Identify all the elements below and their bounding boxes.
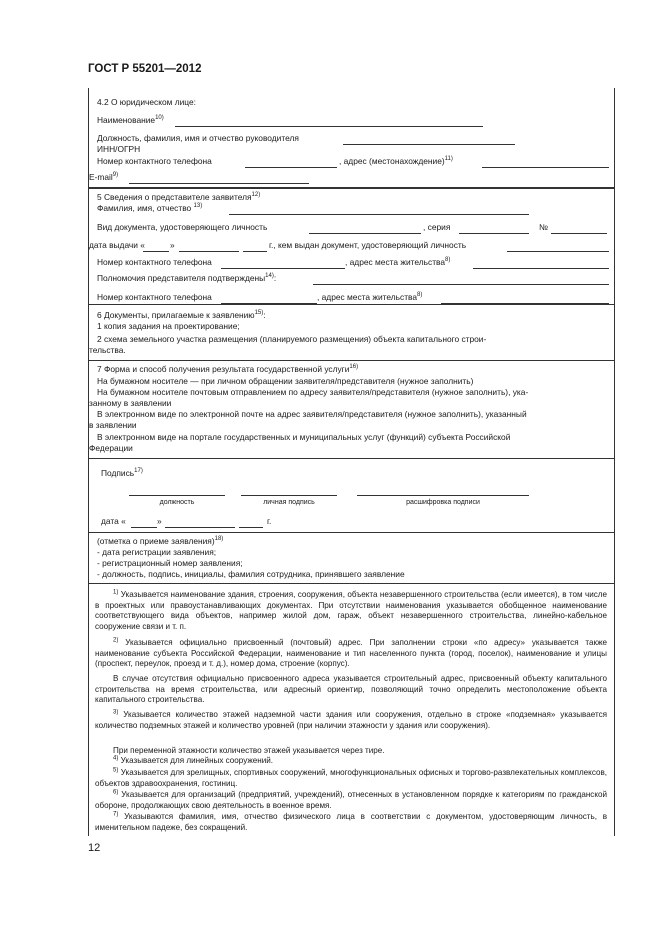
issued-quote: » [170, 240, 175, 250]
delivery-opt-2-cont: занному в заявлении [89, 398, 172, 408]
inn-label: ИНН/ОГРН [97, 144, 141, 154]
delivery-opt-4-cont: Федерации [89, 443, 133, 453]
rep-phone2-label: Номер контактного телефона [97, 292, 212, 302]
footnote-2: $^{2)}$ Указывается официально присвоенный (почтовый) адрес. При заполнении строки «по адресу» указывается также наименование субъекта Российской Федерации, наименование и тип населенного пункта (город, поселок), наименование и улицы (проспект, переулок, проезд и т. д.), номер дома, строение (корпус). [95, 637, 607, 669]
footnote-3: $^{3)}$ Указывается количество этажей надземной части здания или сооружения, отдельно в строке «подземная» указывается количество подземных этажей и количество уровней (при наличии этажности у здания или сооружения). [95, 709, 607, 730]
phone-label: Номер контактного телефона [97, 156, 212, 166]
powers-field[interactable] [313, 284, 609, 285]
sign-year-field[interactable] [239, 527, 263, 528]
decode-field[interactable] [357, 495, 529, 496]
footnote-4: $^{4)}$ Указывается для линейных сооружений. [113, 755, 274, 765]
footnote-2b: В случае отсутствия официально присвоенного адреса указывается строительный адрес, присвоенный объекту капитального строительства на время строительства, или адресный ориентир, позволяющий точно определить местоположение объекта капитального строительства. [95, 674, 607, 705]
page-header: ГОСТ Р 55201—2012 [88, 63, 202, 75]
powers-label: Полномочия представителя подтверждены$^{14)}$: [97, 273, 277, 283]
signature-section [88, 459, 615, 533]
decode-caption: расшифровка подписи [406, 499, 480, 506]
receipt-item: - должность, подпись, инициалы, фамилия сотрудника, принявшего заявление [97, 569, 405, 579]
issued-by-field[interactable] [507, 251, 609, 252]
footnotes [88, 583, 615, 836]
address-field[interactable] [482, 167, 609, 168]
delivery-opt-3-cont: в заявлении [89, 420, 137, 430]
rep-fio-field[interactable] [229, 214, 529, 215]
rep-fio-label: Фамилия, имя, отчество $^{13)}$ [97, 203, 203, 213]
email-label: E-mail$^{9)}$ [89, 172, 119, 182]
rep-residence-field[interactable] [473, 268, 609, 269]
delivery-opt-4[interactable]: В электронном виде на портале государственных и муниципальных услуг (функций) субъекта Российской [97, 432, 511, 442]
receipt-item: - регистрационный номер заявления; [97, 558, 243, 568]
address-label: , адрес (местонахождение)$^{11)}$ [339, 156, 453, 166]
docs-title: 6 Документы, прилагаемые к заявлению$^{15)}$: [97, 310, 266, 320]
rep-phone-field[interactable] [221, 268, 345, 269]
issued-by-label: г., кем выдан документ, удостоверяющий личность [269, 240, 467, 250]
rep-residence2-label: , адрес места жительства$^{8)}$ [317, 292, 423, 302]
signature-label: Подпись$^{17)}$ [101, 468, 143, 478]
sign-date-quote: » [157, 516, 162, 526]
representative-section [88, 188, 615, 305]
rep-phone2-field[interactable] [221, 303, 317, 304]
delivery-opt-3[interactable]: В электронном виде по электронной почте на адрес заявителя/представителя (нужное заполнить), указанный [97, 409, 527, 419]
documents-section [88, 305, 615, 361]
rep-residence-label: , адрес места жительства$^{8)}$ [345, 257, 451, 267]
issued-day-field[interactable] [143, 251, 169, 252]
delivery-opt-1[interactable]: На бумажном носителе — при личном обращении заявителя/представителя (нужное заполнить) [97, 376, 474, 386]
doc-field[interactable] [309, 233, 421, 234]
head-label: Должность, фамилия, имя и отчество руководителя [97, 133, 299, 143]
series-label: , серия [423, 222, 451, 232]
number-field[interactable] [551, 233, 607, 234]
delivery-title: 7 Форма и способ получения результата государственной услуги$^{16)}$ [97, 364, 359, 374]
issued-label: дата выдачи « [89, 240, 145, 250]
docs-item-2: 2 схема земельного участка размещения (планируемого размещения) объекта капитального строи- [97, 334, 487, 344]
receipt-title: (отметка о приеме заявления)$^{18)}$ [97, 536, 224, 546]
rep-phone-label: Номер контактного телефона [97, 257, 212, 267]
receipt-item: - дата регистрации заявления; [97, 547, 217, 557]
name-label: Наименование$^{10)}$ [97, 115, 164, 125]
issued-year-field[interactable] [243, 251, 267, 252]
position-field[interactable] [129, 495, 225, 496]
footnote-6: $^{6)}$ Указывается для организаций (предприятий, учреждений), отнесенных в установленном порядке к категориям по гражданской обороне, продолжающих свою деятельность в военное время. [95, 789, 607, 810]
rep-residence2-field[interactable] [441, 303, 609, 304]
sign-caption: личная подпись [263, 499, 315, 506]
delivery-opt-2[interactable]: На бумажном носителе почтовым отправлением по адресу заявителя/представителя (нужное заполнить), ука- [97, 387, 529, 397]
footnote-5: $^{5)}$ Указывается для зрелищных, спортивных сооружений, многофункциональных офисных и торгово-развлекательных комплексов, объектов здравоохранения, гостиниц. [95, 767, 608, 788]
issued-month-field[interactable] [179, 251, 239, 252]
sign-day-field[interactable] [131, 527, 157, 528]
legal-title: 4.2 О юридическом лице: [97, 97, 196, 107]
docs-item-1: 1 копия задания на проектирование; [97, 321, 240, 331]
legal-entity-section [88, 88, 615, 188]
footnote-1: $^{1)}$ Указывается наименование здания, строения, сооружения, объекта незавершенного строительства (если имеется), в том числе в проектных или правоустанавливающих документах. При отсутствии наименования указывается обобщенное наименование соответствующего вида объектов, например жилой дом, гараж, объект незавершенного строительства, линейно-кабельное сооружение связи и т. п. [95, 589, 607, 631]
rep-title: 5 Сведения о представителе заявителя$^{12)}$ [97, 192, 261, 202]
delivery-section [88, 361, 615, 459]
sign-date-label: дата « [101, 516, 126, 526]
head-field[interactable] [343, 144, 515, 145]
doc-label: Вид документа, удостоверяющего личность [97, 222, 268, 232]
number-label: № [539, 222, 548, 232]
sign-field[interactable] [241, 495, 337, 496]
docs-item-2-cont: тельства. [89, 345, 126, 355]
footnote-7: $^{7)}$ Указываются фамилия, имя, отчество физического лица в соответствии с документом, удостоверяющим личность, в именительном падеже, без сокращений. [95, 811, 607, 832]
sign-year-label: г. [267, 516, 272, 526]
phone-field[interactable] [245, 167, 337, 168]
page-number: 12 [88, 842, 101, 854]
email-field[interactable] [129, 183, 309, 184]
footnote-3b: При переменной этажности количество этажей указывается через тире. [113, 746, 385, 755]
series-field[interactable] [459, 233, 529, 234]
receipt-section [88, 533, 615, 583]
position-caption: должность [159, 499, 195, 506]
name-field[interactable] [175, 126, 483, 127]
sign-month-field[interactable] [165, 527, 235, 528]
